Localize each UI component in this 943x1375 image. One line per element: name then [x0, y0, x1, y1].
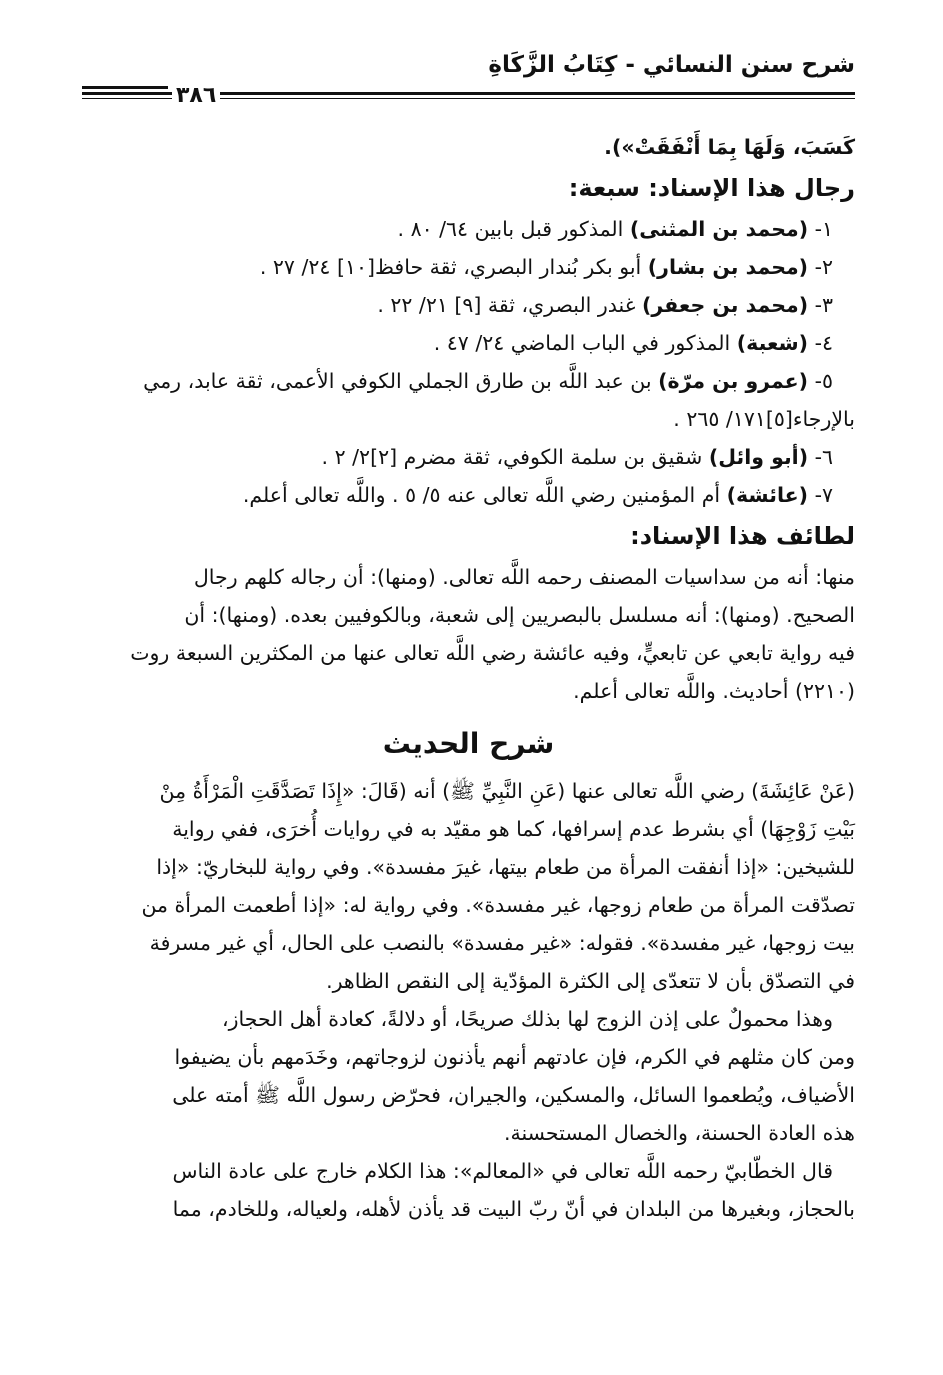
narrator-entry: ٣- (محمد بن جعفر) غندر البصري، ثقة [٩] ٢١/ ٢٢ . [377, 293, 833, 317]
narrator-entry: ٥- (عمرو بن مرّة) بن عبد اللَّه بن طارق الجملي الكوفي الأعمى، ثقة عابد، رمي [143, 369, 833, 393]
narrator-name: (محمد بن بشار) [647, 255, 809, 279]
narrator-name: (محمد بن جعفر) [642, 293, 809, 317]
text-line: الأضياف، ويُطعموا السائل، والمسكين، والجيران، فحرّض رسول اللَّه ﷺ أمته على [172, 1083, 855, 1107]
narrator-detail: المذكور قبل بابين ٦٤/ ٨٠ . [397, 217, 624, 241]
narrator-name: (أبو وائل) [708, 445, 809, 469]
text-line: للشيخين: «إذا أنفقت المرأة من طعام بيتها، غيرَ مفسدة». وفي رواية للبخاريّ: «إذا [156, 855, 855, 879]
text-line: بالحجاز، وبغيرها من البلدان في أنّ ربّ البيت قد يأذن لأهله، ولعياله، وللخادم، مما [172, 1197, 855, 1221]
narrator-detail: بن عبد اللَّه بن طارق الجملي الكوفي الأعمى، ثقة عابد، رمي [143, 369, 652, 393]
text-line: وهذا محمولٌ على إذن الزوج لها بذلك صريحًا، أو دلالةً، كعادة أهل الحجاز، [222, 1007, 833, 1031]
text-line: هذه العادة الحسنة، والخصال المستحسنة. [503, 1121, 855, 1145]
text-line: قال الخطّابيّ رحمه اللَّه تعالى في «المعالم»: هذا الكلام خارج على عادة الناس [172, 1159, 833, 1183]
page-number-rule [82, 86, 168, 89]
page-number: ٣٨٦ [172, 85, 220, 107]
narrator-name: (عمرو بن مرّة) [658, 369, 809, 393]
narrator-entry: ٦- (أبو وائل) شقيق بن سلمة الكوفي، ثقة مضرم [٢]٢/ ٢ . [321, 445, 833, 469]
text-line: ومن كان مثلهم في الكرم، فإن عادتهم أنهم يأذنون لزوجاتهم، وخَدَمهم بأن يضيفوا [174, 1045, 855, 1069]
narrator-detail: أم المؤمنين رضي اللَّه تعالى عنه ٥/ ٥ . واللَّه تعالى أعلم. [242, 483, 721, 507]
text-line: تصدّقت المرأة من طعام زوجها، غير مفسدة». وفي رواية له: «إذا أطعمت المرأة من [141, 893, 855, 917]
narrator-continuation: بالإرجاء[٥]١٧١/ ٢٦٥ . [673, 407, 855, 431]
narrator-detail: شقيق بن سلمة الكوفي، ثقة مضرم [٢]٢/ ٢ . [321, 445, 703, 469]
section-heading-sharh: شرح الحديث [382, 727, 555, 760]
narrator-name: (محمد بن المثنى) [629, 217, 809, 241]
running-title: شرح سنن النسائي - كِتَابُ الزَّكَاةِ [488, 52, 855, 78]
text-line: (٢٢١٠) أحاديث. واللَّه تعالى أعلم. [573, 679, 855, 703]
narrator-name: (عائشة) [726, 483, 809, 507]
page-header [82, 52, 855, 108]
text-line: في التصدّق بأن لا تتعدّى إلى الكثرة المؤدّية إلى النقص الظاهر. [326, 969, 855, 993]
narrator-detail: غندر البصري، ثقة [٩] ٢١/ ٢٢ . [377, 293, 636, 317]
text-line: كَسَبَ، وَلَهَا بِمَا أَنْفَقَتْ»). [604, 135, 855, 159]
narrator-entry: ٧- (عائشة) أم المؤمنين رضي اللَّه تعالى عنه ٥/ ٥ . واللَّه تعالى أعلم. [242, 483, 833, 507]
section-heading-lataif: لطائف هذا الإسناد: [630, 522, 855, 550]
narrator-entry: ١- (محمد بن المثنى) المذكور قبل بابين ٦٤/ ٨٠ . [397, 217, 833, 241]
narrator-detail: المذكور في الباب الماضي ٢٤/ ٤٧ . [433, 331, 731, 355]
text-line: بَيْتِ زَوْجِهَا) أي بشرط عدم إسرافها، كما هو مقيّد به في روايات أُخرَى، ففي رواية [172, 817, 855, 841]
book-page [82, 52, 855, 1335]
text-line: (عَنْ عَائِشَةَ) رضي اللَّه تعالى عنها (عَنِ النَّبِيِّ ﷺ) أنه (قَالَ: «إِذَا تَصَدَّقَتِ الْمَرْأَةُ مِنْ [159, 779, 855, 803]
page-body [82, 128, 855, 1228]
text-line: الصحيح. (ومنها): أنه مسلسل بالبصريين إلى شعبة، وبالكوفيين بعده. (ومنها): أن [184, 603, 855, 627]
narrator-detail: أبو بكر بُندار البصري، ثقة حافظ[١٠] ٢٤/ ٢٧ . [259, 255, 642, 279]
narrator-entry: ٢- (محمد بن بشار) أبو بكر بُندار البصري، ثقة حافظ[١٠] ٢٤/ ٢٧ . [259, 255, 833, 279]
narrator-name: (شعبة) [736, 331, 809, 355]
text-line: منها: أنه من سداسيات المصنف رحمه اللَّه تعالى. (ومنها): أن رجاله كلهم رجال [193, 565, 855, 589]
text-line: فيه رواية تابعي عن تابعيٍّ، وفيه عائشة رضي اللَّه تعالى عنها من المكثرين السبعة روت [130, 641, 855, 665]
narrator-entry: ٤- (شعبة) المذكور في الباب الماضي ٢٤/ ٤٧ . [433, 331, 833, 355]
text-line: بيت زوجها، غير مفسدة». فقوله: «غير مفسدة» بالنصب على الحال، أي غير مسرفة [149, 931, 855, 955]
section-heading-rijal: رجال هذا الإسناد: سبعة: [568, 174, 855, 202]
